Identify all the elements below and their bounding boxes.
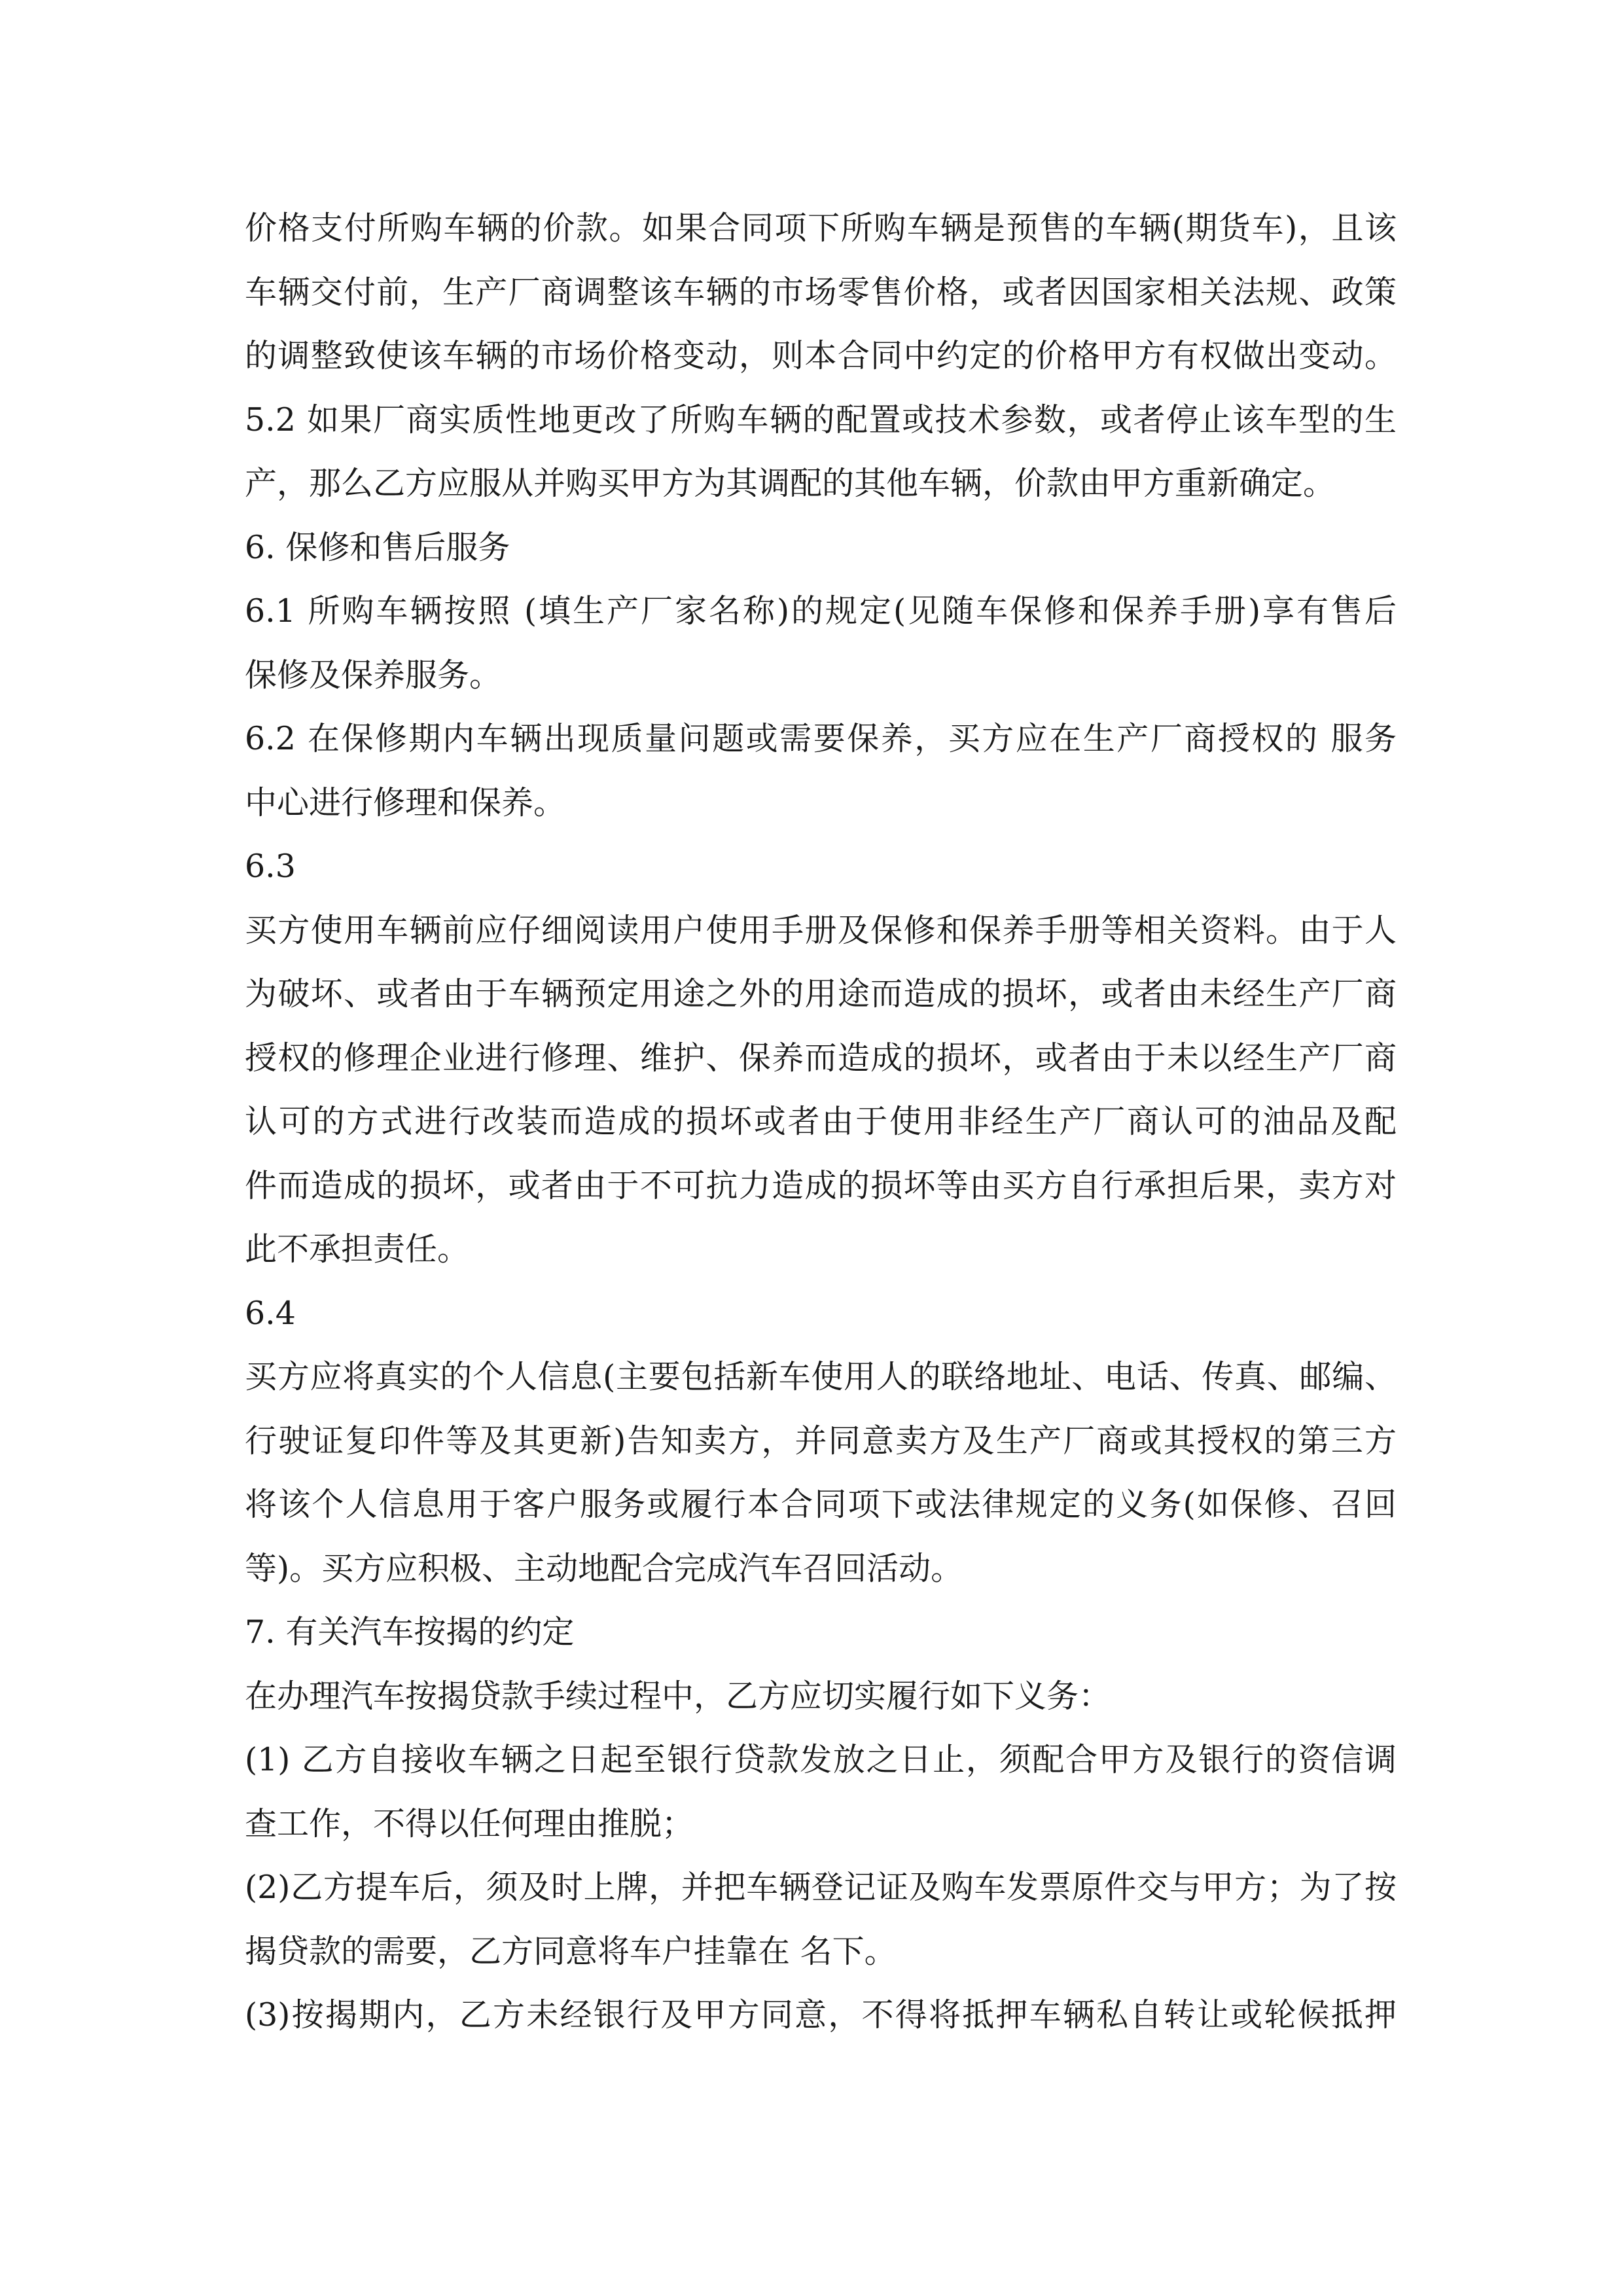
section-heading: 7. 有关汽车按揭的约定 bbox=[245, 1613, 575, 1651]
text-line: 车辆交付前，生产厂商调整该车辆的市场零售价格，或者因国家相关法规、政策 bbox=[245, 273, 1397, 311]
text-line: 的调整致使该车辆的市场价格变动，则本合同中约定的价格甲方有权做出变动。 bbox=[245, 337, 1397, 374]
text-line: 为破坏、或者由于车辆预定用途之外的用途而造成的损坏，或者由未经生产厂商 bbox=[245, 975, 1397, 1013]
text-line: (3)按揭期内，乙方未经银行及甲方同意，不得将抵押车辆私自转让或轮候抵押 bbox=[245, 1996, 1397, 2034]
text-line: 产，那么乙方应服从并购买甲方为其调配的其他车辆，价款由甲方重新确定。 bbox=[245, 465, 1336, 502]
clause-number: 6.4 bbox=[245, 1294, 296, 1332]
text-line: 将该个人信息用于客户服务或履行本合同项下或法律规定的义务(如保修、召回 bbox=[245, 1486, 1397, 1523]
text-line: (2)乙方提车后，须及时上牌，并把车辆登记证及购车发票原件交与甲方；为了按 bbox=[245, 1869, 1397, 1906]
text-line: (1) 乙方自接收车辆之日起至银行贷款发放之日止，须配合甲方及银行的资信调 bbox=[245, 1741, 1397, 1778]
text-line: 6.1 所购车辆按照 (填生产厂家名称)的规定(见随车保修和保养手册)享有售后 bbox=[245, 592, 1397, 630]
text-line: 认可的方式进行改装而造成的损坏或者由于使用非经生产厂商认可的油品及配 bbox=[245, 1103, 1397, 1140]
text-line: 查工作，不得以任何理由推脱； bbox=[245, 1804, 694, 1842]
text-line: 行驶证复印件等及其更新)告知卖方，并同意卖方及生产厂商或其授权的第三方 bbox=[245, 1422, 1397, 1460]
section-heading: 6. 保修和售后服务 bbox=[245, 528, 510, 566]
text-line: 5.2 如果厂商实质性地更改了所购车辆的配置或技术参数，或者停止该车型的生 bbox=[245, 401, 1397, 439]
text-line: 此不承担责任。 bbox=[245, 1230, 470, 1268]
text-line: 中心进行修理和保养。 bbox=[245, 783, 566, 821]
text-line: 在办理汽车按揭贷款手续过程中，乙方应切实履行如下义务： bbox=[245, 1677, 1111, 1715]
clause-number: 6.3 bbox=[245, 848, 296, 885]
text-line: 等)。买方应积极、主动地配合完成汽车召回活动。 bbox=[245, 1549, 963, 1587]
text-line: 买方使用车辆前应仔细阅读用户使用手册及保修和保养手册等相关资料。由于人 bbox=[245, 911, 1397, 949]
text-line: 6.2 在保修期内车辆出现质量问题或需要保养，买方应在生产厂商授权的 服务 bbox=[245, 720, 1397, 757]
text-line: 价格支付所购车辆的价款。如果合同项下所购车辆是预售的车辆(期货车)，且该 bbox=[245, 209, 1397, 247]
contract-body-text bbox=[245, 196, 1397, 2047]
text-line: 买方应将真实的个人信息(主要包括新车使用人的联络地址、电话、传真、邮编、 bbox=[245, 1358, 1397, 1395]
text-line: 揭贷款的需要，乙方同意将车户挂靠在 名下。 bbox=[245, 1932, 897, 1970]
text-line: 件而造成的损坏，或者由于不可抗力造成的损坏等由买方自行承担后果，卖方对 bbox=[245, 1166, 1397, 1204]
text-line: 授权的修理企业进行修理、维护、保养而造成的损坏，或者由于未以经生产厂商 bbox=[245, 1039, 1397, 1077]
text-line: 保修及保养服务。 bbox=[245, 656, 502, 694]
